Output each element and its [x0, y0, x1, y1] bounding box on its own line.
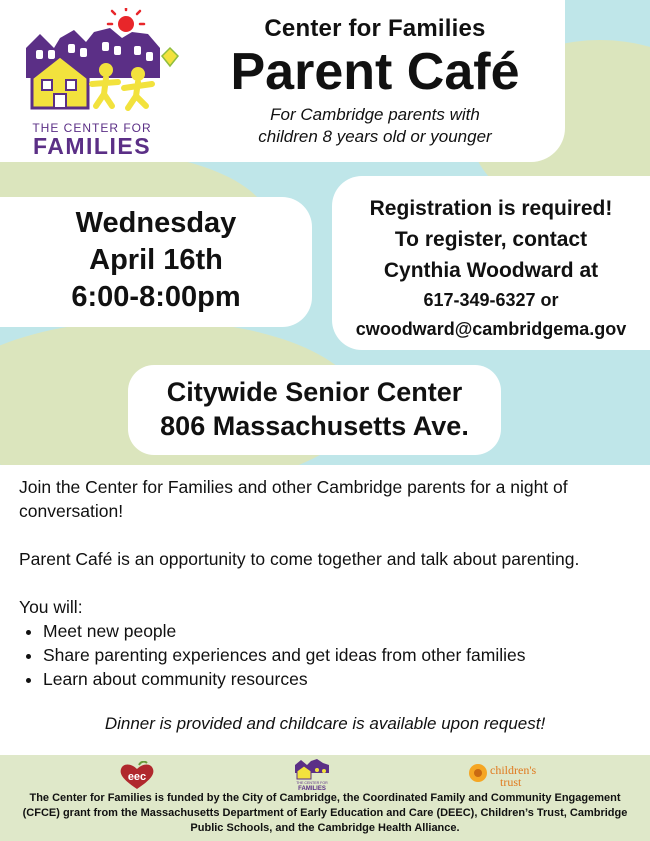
list-item: • Share parenting experiences and get ideas from other families	[43, 643, 639, 667]
sunflower-icon	[469, 764, 487, 782]
registration-phone[interactable]: 617-349-6327 or	[423, 290, 559, 310]
date-card	[0, 197, 312, 327]
footer	[0, 755, 650, 841]
center-for-families-logo	[20, 8, 190, 158]
tagline	[190, 104, 560, 148]
logo-text-line1: THE CENTER FOR	[32, 121, 152, 135]
registration-email[interactable]: cwoodward@cambridgema.gov	[355, 319, 627, 339]
tagline-line-2: children 8 years old or younger	[258, 127, 492, 146]
activities-list	[19, 619, 639, 691]
sun-icon	[108, 8, 144, 32]
list-item: • Meet new people	[43, 619, 639, 643]
eec-logo	[117, 761, 157, 791]
registration-contact-name: Cynthia Woodward at	[383, 259, 599, 282]
title-area	[190, 0, 560, 148]
intro-paragraph: Join the Center for Families and other Cambridge parents for a night of conversation!	[19, 477, 568, 521]
kite-icon	[162, 48, 178, 66]
cff-logo-line1: THE CENTER FOR	[296, 781, 328, 785]
dinner-note: Dinner is provided and childcare is available upon request!	[104, 714, 546, 733]
center-for-families-small-logo	[293, 757, 331, 791]
ct-logo-line1: children's	[490, 763, 537, 777]
cff-logo-line2: FAMILIES	[298, 786, 326, 791]
tagline-line-1: For Cambridge parents with	[270, 105, 480, 124]
funding-statement: The Center for Families is funded by the City of Cambridge, the Coordinated Family and Community Engagement (CFCE) grant from the Massachusetts Department of Early Education and Care (DEEC), Children’s Trust, Cambridge Public Schools, and the Cambridge Health Alliance.	[22, 792, 628, 834]
location-address: 806 Massachusetts Ave.	[160, 411, 469, 441]
body-text	[19, 475, 639, 691]
event-day: Wednesday	[75, 207, 237, 239]
logo-text-line2: FAMILIES	[32, 133, 152, 158]
list-item: • Learn about community resources	[43, 667, 639, 691]
location-name: Citywide Senior Center	[166, 377, 463, 407]
you-will-label: You will:	[19, 597, 83, 617]
description-paragraph: Parent Café is an opportunity to come together and talk about parenting.	[19, 549, 580, 569]
page-title: Parent Café	[230, 43, 520, 101]
eec-logo-text: eec	[127, 771, 147, 783]
registration-required: Registration is required!	[369, 197, 613, 220]
event-date: April 16th	[89, 244, 223, 276]
registration-contact: To register, contact	[394, 228, 588, 251]
header-card	[0, 0, 565, 162]
ct-logo-line2: trust	[500, 775, 522, 789]
subtitle: Center for Families	[264, 15, 486, 42]
location-card	[128, 365, 501, 455]
registration-card	[332, 176, 650, 350]
event-time: 6:00-8:00pm	[71, 281, 241, 313]
childrens-trust-logo	[466, 761, 556, 789]
